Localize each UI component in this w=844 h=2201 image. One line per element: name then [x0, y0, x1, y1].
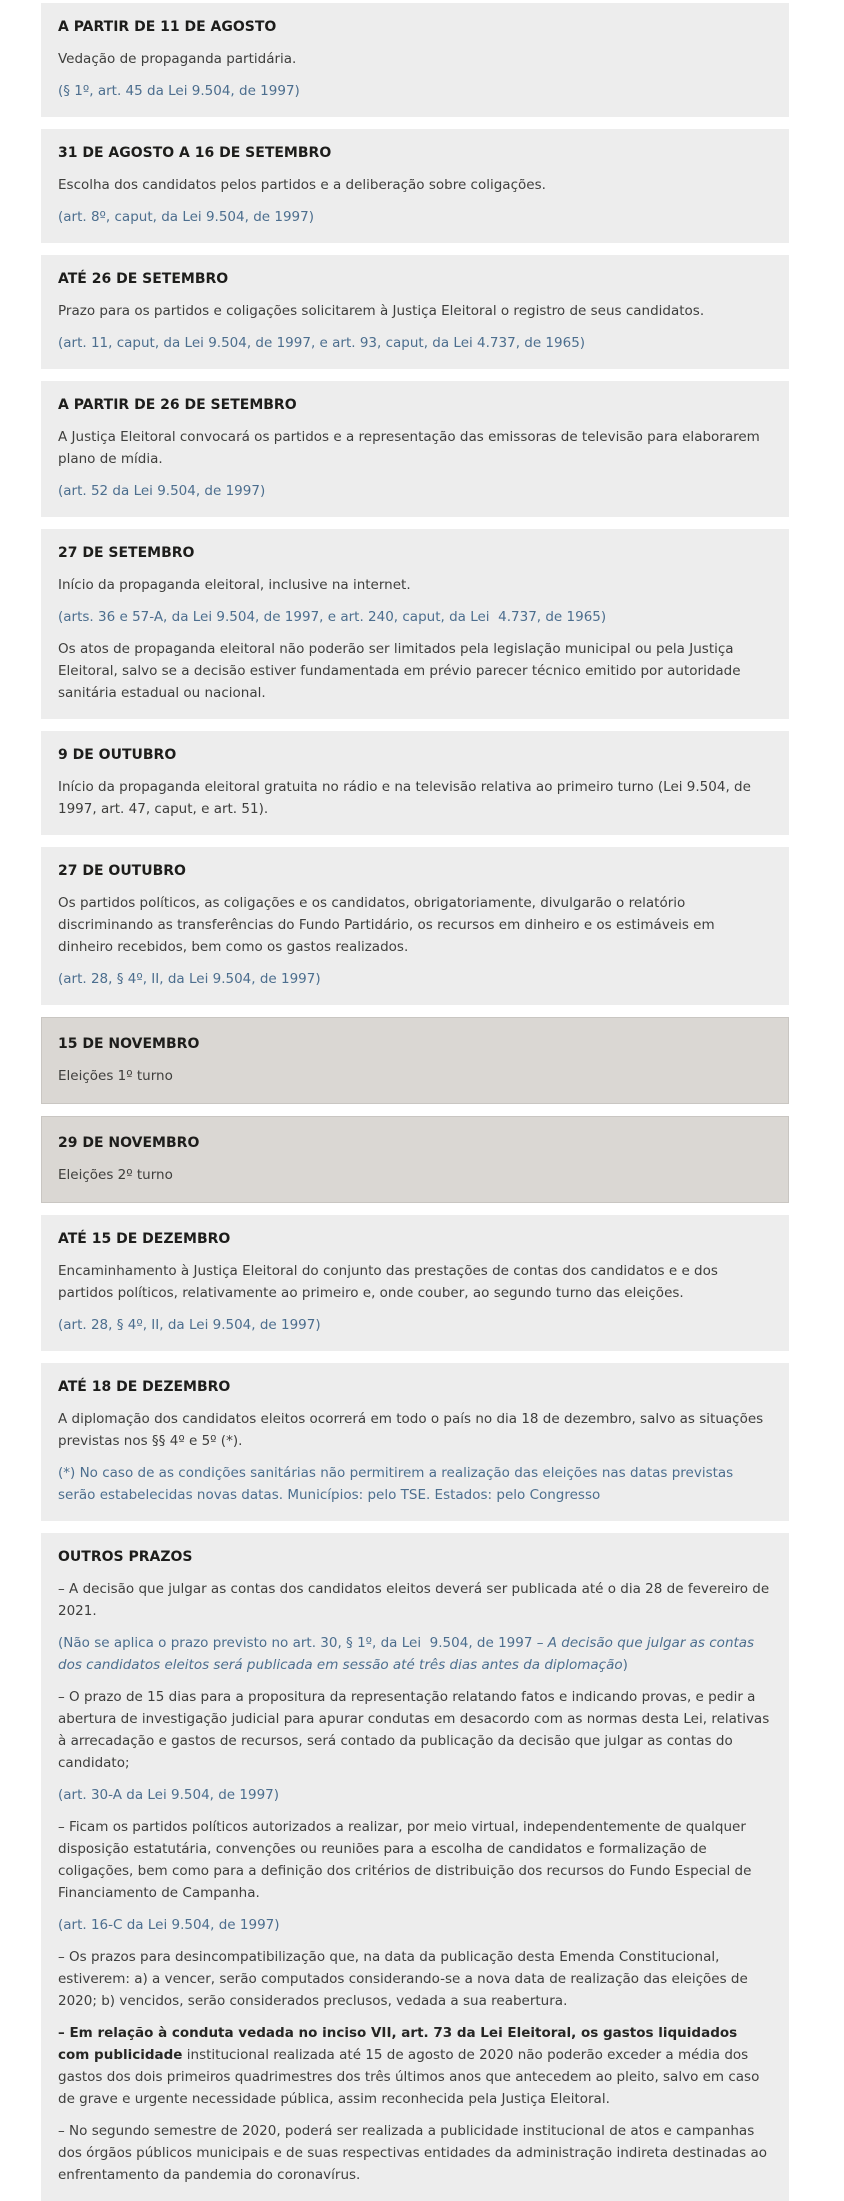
text-run: Início da propaganda eleitoral gratuita no rádio e na televisão relativa ao primeiro turno (Lei 9.504, de 1997, art. 47, caput, e art. 51).	[58, 779, 756, 817]
text-run: Eleições 2º turno	[58, 1167, 173, 1183]
text-run: – A decisão que julgar as contas dos candidatos eleitos deverá ser publicada até o dia 28 de fevereiro de 2021.	[58, 1581, 774, 1619]
text-run: institucional realizada até 15 de agosto de 2020 não poderão exceder a média dos gastos dos dois primeiros quadrimestres dos três últimos anos que antecedem ao pleito, salvo em caso de grave e urgente necessidade pública, assim reconhecida pela Justiça Eleitoral.	[58, 2047, 764, 2107]
timeline-card	[41, 1116, 789, 1203]
card-paragraph	[58, 48, 772, 70]
card-paragraph	[58, 2022, 772, 2110]
card-title: A PARTIR DE 11 DE AGOSTO	[58, 19, 277, 35]
text-run: – Os prazos para desincompatibilização que, na data da publicação desta Emenda Constitucional, estiverem: a) a vencer, serão computados considerando-se a nova data de realização das eleições de 2020; b) vencidos, serão considerados preclusos, vedada a sua reabertura.	[58, 1949, 753, 2009]
card-title: 31 DE AGOSTO A 16 DE SETEMBRO	[58, 145, 332, 161]
card-citation	[58, 606, 772, 628]
text-run: Início da propaganda eleitoral, inclusive na internet.	[58, 577, 411, 593]
card-citation	[58, 1784, 772, 1806]
card-paragraph	[58, 1065, 772, 1087]
text-run: (§ 1º, art. 45 da Lei 9.504, de 1997)	[58, 83, 300, 99]
timeline-card	[41, 529, 789, 719]
text-run: (art. 28, § 4º, II, da Lei 9.504, de 1997)	[58, 1317, 321, 1333]
card-title: 9 DE OUTUBRO	[58, 747, 177, 763]
card-citation	[58, 206, 772, 228]
card-title: ATÉ 15 DE DEZEMBRO	[58, 1231, 231, 1247]
card-citation	[58, 1914, 772, 1936]
card-citation	[58, 332, 772, 354]
text-run: )	[622, 1657, 628, 1673]
text-run: (art. 16-C da Lei 9.504, de 1997)	[58, 1917, 280, 1933]
text-run: Vedação de propaganda partidária.	[58, 51, 297, 67]
card-title: OUTROS PRAZOS	[58, 1549, 193, 1565]
card-citation	[58, 1462, 772, 1506]
text-run: Os atos de propaganda eleitoral não poderão ser limitados pela legislação municipal ou pela Justiça Eleitoral, salvo se a decisão estiver fundamentada em prévio parecer técnico emitido por autoridade sanitária estadual ou nacional.	[58, 641, 745, 701]
card-paragraph	[58, 426, 772, 470]
card-paragraph	[58, 1578, 772, 1622]
card-paragraph	[58, 174, 772, 196]
card-paragraph	[58, 1408, 772, 1452]
card-title: ATÉ 26 DE SETEMBRO	[58, 271, 229, 287]
timeline-card	[41, 255, 789, 369]
card-title: A PARTIR DE 26 DE SETEMBRO	[58, 397, 297, 413]
timeline-card	[41, 3, 789, 117]
timeline-card	[41, 1363, 789, 1521]
card-paragraph	[58, 1260, 772, 1304]
card-paragraph	[58, 1164, 772, 1186]
text-run: Os partidos políticos, as coligações e os candidatos, obrigatoriamente, divulgarão o relatório discriminando as transferências do Fundo Partidário, os recursos em dinheiro e os estimáveis em dinheiro recebidos, bem como os gastos realizados.	[58, 895, 719, 955]
text-run: – Em relação à conduta vedada no inciso VII, art. 73 da Lei Eleitoral, os gastos liquidados com publicidade	[58, 2025, 742, 2063]
text-run: Encaminhamento à Justiça Eleitoral do conjunto das prestações de contas dos candidatos e e dos partidos políticos, relativamente ao primeiro e, onde couber, ao segundo turno das eleições.	[58, 1263, 723, 1301]
timeline-card	[41, 381, 789, 517]
text-run: (*) No caso de as condições sanitárias não permitirem a realização das eleições nas datas previstas serão estabelecidas novas datas. Municípios: pelo TSE. Estados: pelo Congresso	[58, 1465, 738, 1503]
text-run: – Ficam os partidos políticos autorizados a realizar, por meio virtual, independentemente de qualquer disposição estatutária, convenções ou reuniões para a escolha de candidatos e formalização de coligações, bem como para a definição dos critérios de distribuição dos recursos do Fundo Especial de Financiamento de Campanha.	[58, 1819, 756, 1901]
text-run: (art. 30-A da Lei 9.504, de 1997)	[58, 1787, 280, 1803]
text-run: A Justiça Eleitoral convocará os partidos e a representação das emissoras de televisão para elaborarem plano de mídia.	[58, 429, 765, 467]
text-run: (art. 8º, caput, da Lei 9.504, de 1997)	[58, 209, 314, 225]
text-run: (art. 28, § 4º, II, da Lei 9.504, de 1997)	[58, 971, 321, 987]
timeline-card	[41, 1017, 789, 1104]
text-run: (art. 11, caput, da Lei 9.504, de 1997, e art. 93, caput, da Lei 4.737, de 1965)	[58, 335, 586, 351]
card-paragraph	[58, 638, 772, 704]
card-title: 15 DE NOVEMBRO	[58, 1036, 200, 1052]
card-citation	[58, 968, 772, 990]
text-run: A diplomação dos candidatos eleitos ocorrerá em todo o país no dia 18 de dezembro, salvo as situações previstas nos §§ 4º e 5º (*).	[58, 1411, 768, 1449]
card-paragraph	[58, 776, 772, 820]
timeline-card	[41, 1533, 789, 2201]
card-paragraph	[58, 1946, 772, 2012]
text-run: – O prazo de 15 dias para a propositura da representação relatando fatos e indicando provas, e pedir a abertura de investigação judicial para apurar condutas em desacordo com as normas desta Lei, relativas à arrecadação e gastos de recursos, será contado da publicação da decisão que julgar as contas do candidato;	[58, 1689, 774, 1771]
timeline-card	[41, 731, 789, 835]
text-run: A decisão que julgar as contas dos candidatos eleitos será publicada em sessão até três dias antes da diplomação	[58, 1635, 759, 1673]
text-run: Eleições 1º turno	[58, 1068, 173, 1084]
text-run: (art. 52 da Lei 9.504, de 1997)	[58, 483, 266, 499]
card-citation	[58, 480, 772, 502]
card-citation	[58, 80, 772, 102]
text-run: (Não se aplica o prazo previsto no art. 30, § 1º, da Lei 9.504, de 1997 –	[58, 1635, 548, 1651]
text-run: Escolha dos candidatos pelos partidos e a deliberação sobre coligações.	[58, 177, 546, 193]
card-citation	[58, 1314, 772, 1336]
text-run: Prazo para os partidos e coligações solicitarem à Justiça Eleitoral o registro de seus candidatos.	[58, 303, 705, 319]
text-run: (arts. 36 e 57-A, da Lei 9.504, de 1997, e art. 240, caput, da Lei 4.737, de 1965)	[58, 609, 607, 625]
card-title: ATÉ 18 DE DEZEMBRO	[58, 1379, 231, 1395]
card-citation	[58, 1632, 772, 1676]
card-title: 29 DE NOVEMBRO	[58, 1135, 200, 1151]
timeline-card	[41, 847, 789, 1005]
card-paragraph	[58, 300, 772, 322]
card-title: 27 DE SETEMBRO	[58, 545, 195, 561]
card-paragraph	[58, 2120, 772, 2186]
card-paragraph	[58, 1686, 772, 1774]
card-title: 27 DE OUTUBRO	[58, 863, 186, 879]
text-run: – No segundo semestre de 2020, poderá ser realizada a publicidade institucional de atos e campanhas dos órgãos públicos municipais e de suas respectivas entidades da administração indireta destinadas ao enfrentamento da pandemia do coronavírus.	[58, 2123, 772, 2183]
card-paragraph	[58, 574, 772, 596]
card-paragraph	[58, 1816, 772, 1904]
card-paragraph	[58, 892, 772, 958]
timeline-card	[41, 129, 789, 243]
electoral-calendar	[41, 0, 789, 2201]
timeline-card	[41, 1215, 789, 1351]
